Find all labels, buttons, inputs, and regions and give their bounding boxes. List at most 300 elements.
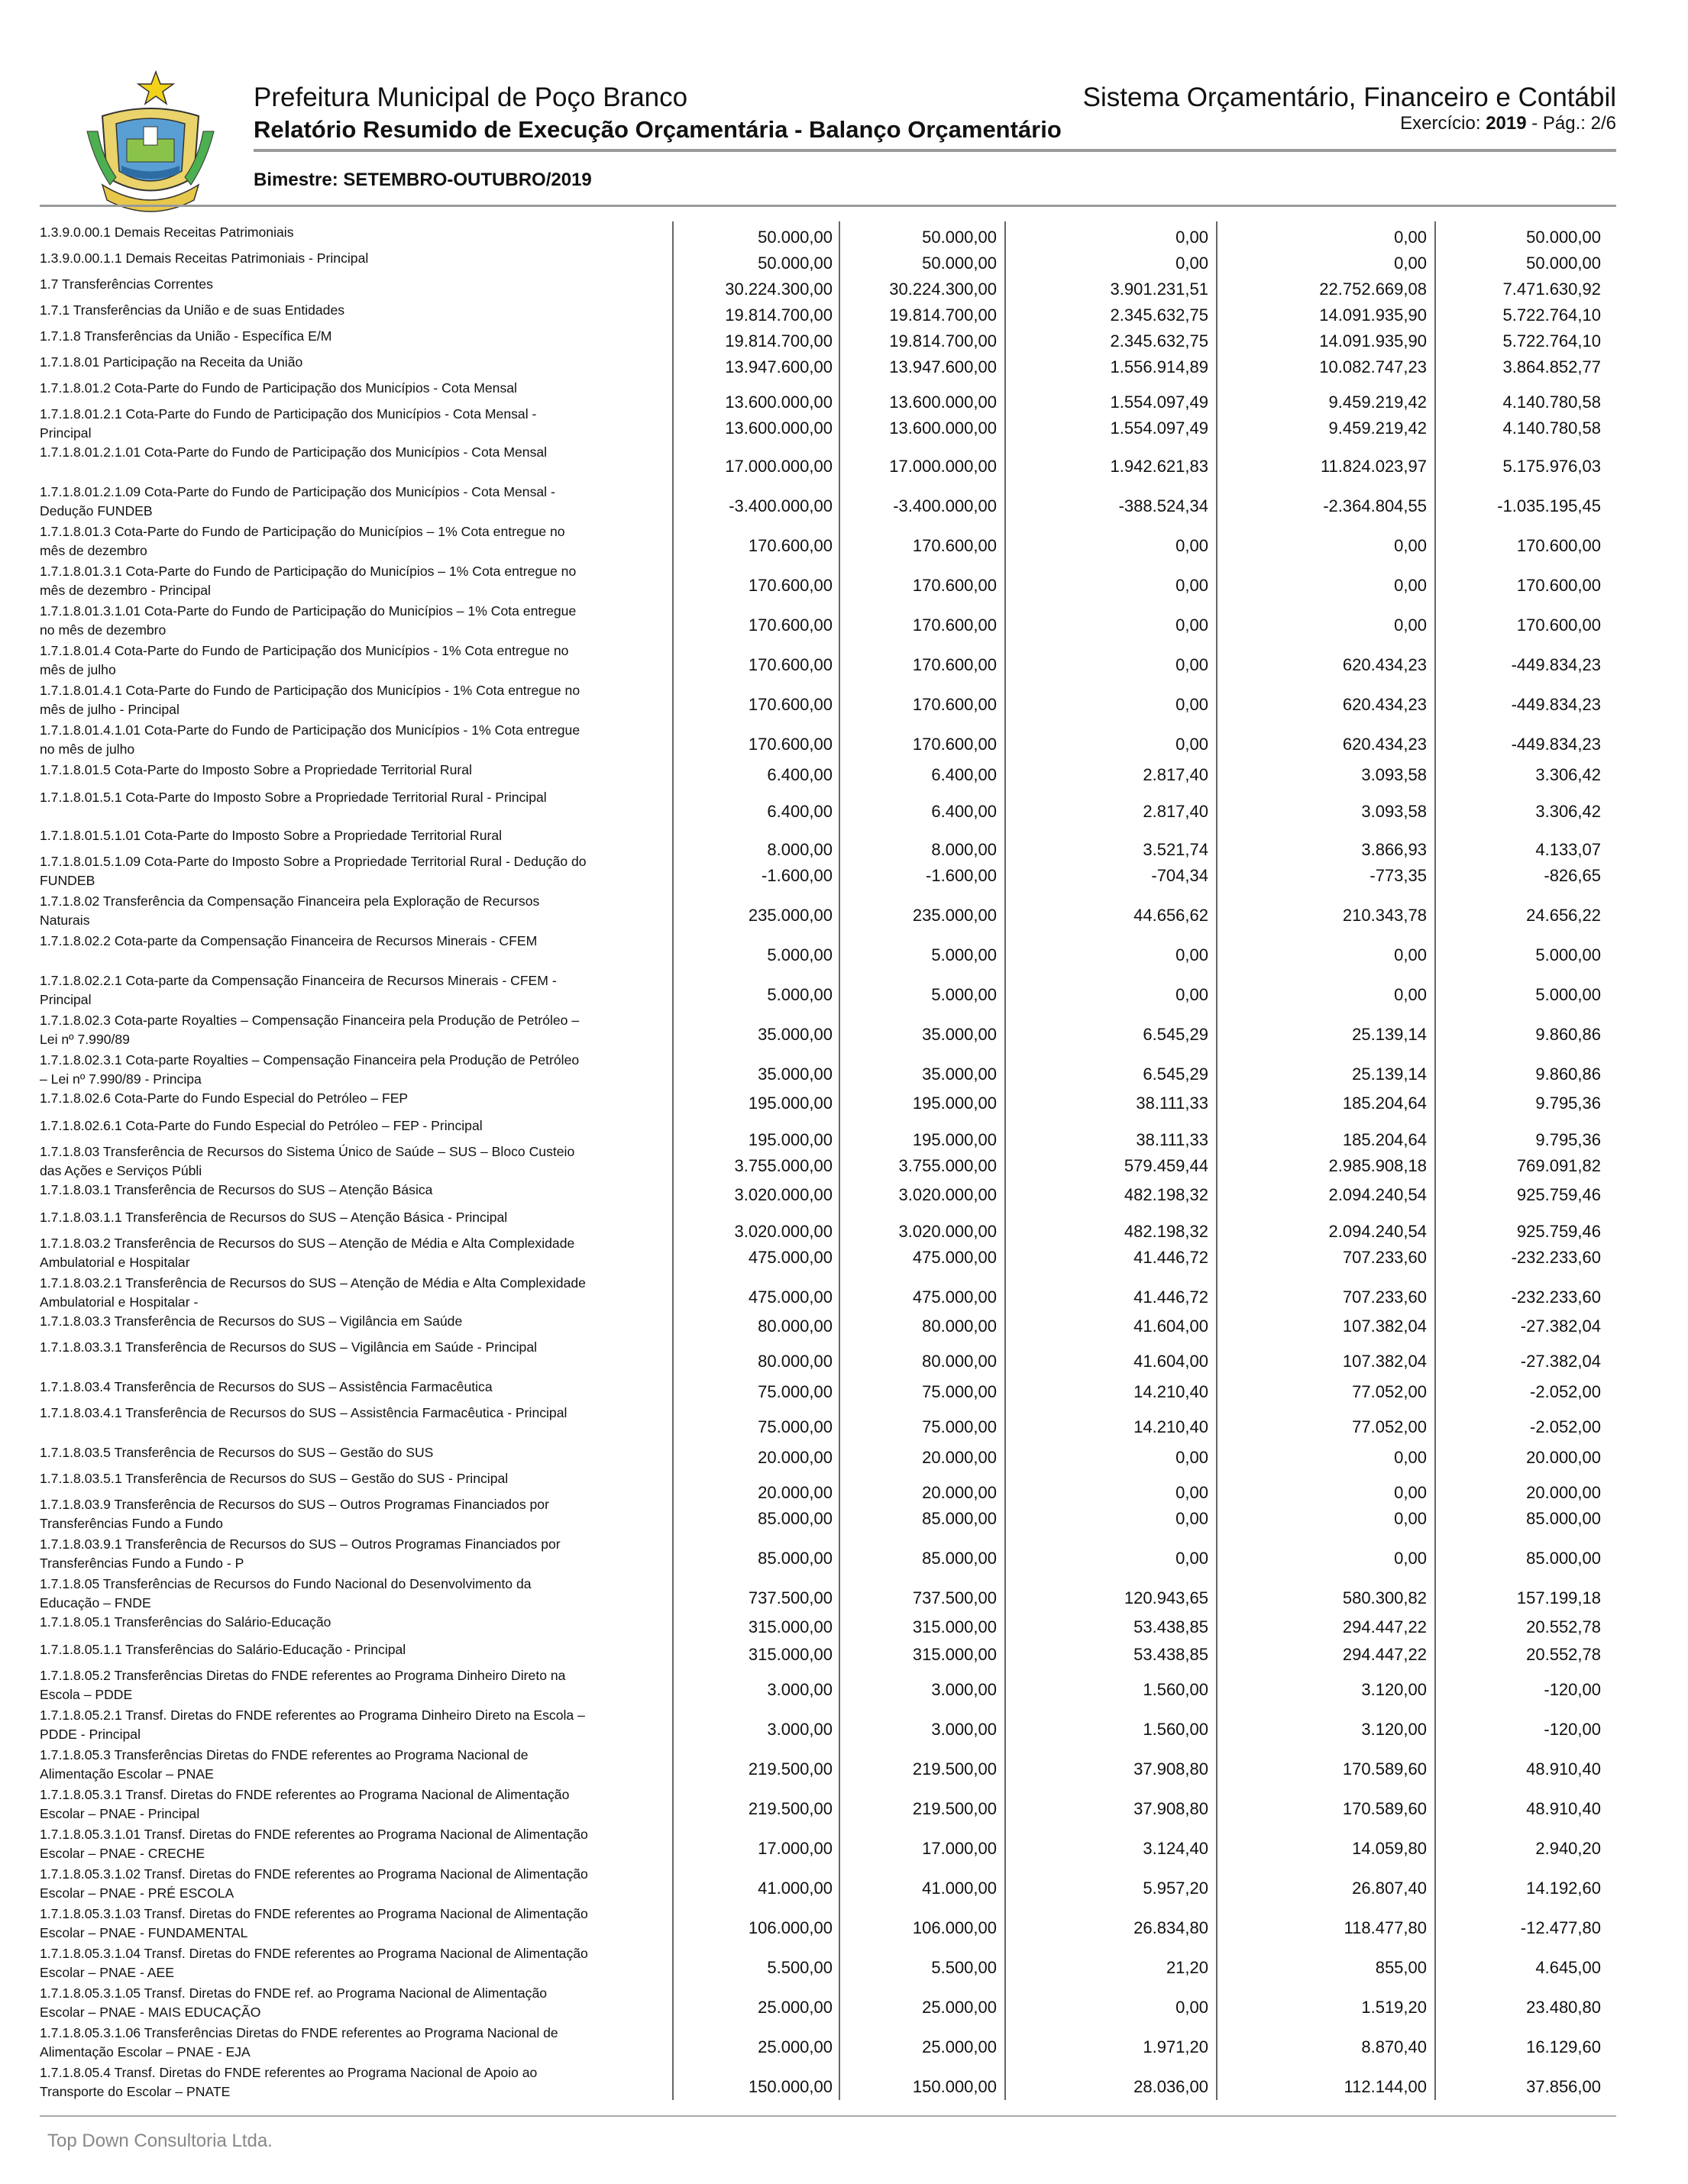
value-cell: 20.000,00: [922, 1448, 997, 1467]
value-cell: 737.500,00: [912, 1588, 997, 1607]
value-cell: 13.947.600,00: [889, 357, 997, 376]
value-cell: 737.500,00: [748, 1588, 833, 1607]
value-cell: 25.000,00: [758, 2037, 833, 2056]
account-description: 1.7.1.8.05.3.1.06 Transferências Diretas do FNDE referentes ao Programa Nacional de Alimentação Escolar – PNAE - EJA: [40, 2025, 558, 2060]
account-description: 1.7 Transferências Correntes: [40, 276, 213, 292]
value-cell: 0,00: [1175, 1509, 1208, 1528]
account-description: 1.7.1.8.02.3.1 Cota-parte Royalties – Compensação Financeira pela Produção de Petróleo – Lei nº 7.990/89 - Principa: [40, 1052, 580, 1087]
value-cell: 150.000,00: [748, 2077, 833, 2096]
value-cell: 315.000,00: [912, 1617, 997, 1636]
value-cell: 85.000,00: [922, 1549, 997, 1568]
value-cell: 20.552,78: [1526, 1645, 1601, 1664]
value-cell: 315.000,00: [912, 1645, 997, 1664]
value-cell: 0,00: [1175, 254, 1208, 273]
account-description: 1.7.1.8 Transferências da União - Específica E/M: [40, 328, 332, 344]
value-cell: 170.589,60: [1342, 1759, 1427, 1779]
account-description: 1.7.1.8.01.2.1.09 Cota-Parte do Fundo de Participação dos Municípios - Cota Mensal - Dedução FUNDEB: [40, 484, 555, 519]
value-cell: 170.600,00: [912, 615, 997, 635]
value-cell: 6.400,00: [931, 802, 997, 821]
value-cell: 9.459.219,42: [1328, 393, 1427, 412]
value-cell: 235.000,00: [912, 906, 997, 925]
value-cell: 170.600,00: [748, 536, 833, 555]
value-cell: 23.480,80: [1526, 1998, 1601, 2017]
value-cell: 769.091,82: [1516, 1156, 1601, 1175]
value-cell: 620.434,23: [1342, 655, 1427, 674]
value-cell: -2.052,00: [1530, 1417, 1601, 1436]
value-cell: 3.901.231,51: [1110, 279, 1208, 299]
value-cell: 13.600.000,00: [725, 393, 833, 412]
value-cell: 195.000,00: [748, 1130, 833, 1149]
value-cell: 1.554.097,49: [1110, 418, 1208, 438]
account-description: 1.7.1.8.03.3 Transferência de Recursos do SUS – Vigilância em Saúde: [40, 1313, 463, 1329]
column-divider: [1434, 221, 1436, 2100]
value-cell: 315.000,00: [748, 1617, 833, 1636]
value-cell: 106.000,00: [912, 1918, 997, 1937]
value-cell: 53.438,85: [1133, 1617, 1208, 1636]
value-cell: 17.000,00: [922, 1839, 997, 1858]
value-cell: 17.000,00: [758, 1839, 833, 1858]
value-cell: 9.795,36: [1535, 1130, 1601, 1149]
value-cell: 38.111,33: [1136, 1094, 1208, 1113]
exercise-info: [1400, 113, 1616, 134]
value-cell: 294.447,22: [1342, 1617, 1427, 1636]
value-cell: 4.140.780,58: [1502, 393, 1601, 412]
value-cell: 5.000,00: [767, 985, 833, 1004]
value-cell: 925.759,46: [1516, 1185, 1601, 1204]
value-cell: 0,00: [1175, 945, 1208, 964]
value-cell: 10.082.747,23: [1319, 357, 1427, 376]
value-cell: 35.000,00: [922, 1025, 997, 1044]
value-cell: 0,00: [1175, 1483, 1208, 1502]
value-cell: 195.000,00: [748, 1094, 833, 1113]
value-cell: 8.000,00: [931, 840, 997, 859]
value-cell: 80.000,00: [922, 1317, 997, 1336]
value-cell: 185.204,64: [1342, 1094, 1427, 1113]
account-description: 1.7.1.8.05.3.1.04 Transf. Diretas do FNDE referentes ao Programa Nacional de Alimentação Escolar – PNAE - AEE: [40, 1946, 588, 1980]
value-cell: 475.000,00: [912, 1287, 997, 1307]
value-cell: 85.000,00: [758, 1549, 833, 1568]
value-cell: 855,00: [1375, 1958, 1427, 1977]
value-cell: 0,00: [1175, 576, 1208, 595]
value-cell: 925.759,46: [1516, 1222, 1601, 1241]
account-description: 1.7.1.8.02 Transferência da Compensação Financeira pela Exploração de Recursos Naturais: [40, 893, 540, 928]
value-cell: 3.020.000,00: [898, 1185, 997, 1204]
value-cell: 112.144,00: [1344, 2077, 1427, 2096]
value-cell: -232.233,60: [1511, 1248, 1601, 1267]
account-description: 1.7.1.8.01 Participação na Receita da União: [40, 354, 303, 370]
value-cell: 2.940,20: [1535, 1839, 1601, 1858]
value-cell: 3.020.000,00: [734, 1185, 833, 1204]
value-cell: 19.814.700,00: [889, 305, 997, 325]
account-description: 1.7.1.8.03.1.1 Transferência de Recursos do SUS – Atenção Básica - Principal: [40, 1210, 508, 1225]
value-cell: 170.600,00: [1516, 615, 1601, 635]
value-cell: 3.000,00: [931, 1680, 997, 1699]
value-cell: 0,00: [1175, 1998, 1208, 2017]
column-divider: [672, 221, 674, 2100]
value-cell: -704,34: [1151, 866, 1208, 885]
page-separator: -: [1531, 113, 1538, 134]
value-cell: 26.807,40: [1352, 1879, 1427, 1898]
value-cell: 20.000,00: [1526, 1448, 1601, 1467]
value-cell: 118.477,80: [1344, 1918, 1427, 1937]
value-cell: 48.910,40: [1526, 1799, 1601, 1818]
value-cell: 5.000,00: [767, 945, 833, 964]
value-cell: -2.364.804,55: [1323, 496, 1427, 515]
value-cell: 25.139,14: [1352, 1025, 1427, 1044]
account-description: 1.7.1.8.01.3.1 Cota-Parte do Fundo de Participação do Municípios – 1% Cota entregue no mês de dezembro - Principal: [40, 564, 577, 598]
value-cell: 9.795,36: [1535, 1094, 1601, 1113]
value-cell: 17.000.000,00: [889, 457, 997, 476]
value-cell: 5.175.976,03: [1502, 457, 1601, 476]
value-cell: -1.600,00: [926, 866, 997, 885]
value-cell: 210.343,78: [1342, 906, 1427, 925]
value-cell: 50.000,00: [1526, 254, 1601, 273]
value-cell: 85.000,00: [1526, 1509, 1601, 1528]
value-cell: 1.519,20: [1361, 1998, 1427, 2017]
value-cell: 170.589,60: [1342, 1799, 1427, 1818]
value-cell: 20.552,78: [1526, 1617, 1601, 1636]
account-description: 1.7.1.8.05 Transferências de Recursos do Fundo Nacional do Desenvolvimento da Educação – FNDE: [40, 1576, 532, 1611]
value-cell: 13.600.000,00: [889, 418, 997, 438]
value-cell: 170.600,00: [748, 615, 833, 635]
value-cell: 170.600,00: [912, 536, 997, 555]
report-header: [0, 0, 1688, 199]
value-cell: 0,00: [1175, 695, 1208, 714]
value-cell: 4.645,00: [1535, 1958, 1601, 1977]
value-cell: 20.000,00: [1526, 1483, 1601, 1502]
value-cell: 219.500,00: [912, 1799, 997, 1818]
value-cell: 4.133,07: [1535, 840, 1601, 859]
account-description: 1.7.1.8.01.5.1.01 Cota-Parte do Imposto Sobre a Propriedade Territorial Rural: [40, 828, 503, 843]
column-divider: [1216, 221, 1217, 2100]
value-cell: 5.000,00: [1535, 945, 1601, 964]
value-cell: 5.500,00: [767, 1958, 833, 1977]
value-cell: -3.400.000,00: [729, 496, 833, 515]
value-cell: 75.000,00: [758, 1417, 833, 1436]
value-cell: 41.604,00: [1133, 1317, 1208, 1336]
account-description: 1.7.1.8.05.3.1.02 Transf. Diretas do FNDE referentes ao Programa Nacional de Alimentação Escolar – PNAE - PRÉ ESCOLA: [40, 1866, 588, 1901]
value-cell: 13.947.600,00: [725, 357, 833, 376]
value-cell: 3.120,00: [1361, 1680, 1427, 1699]
account-description: 1.7.1.8.01.3 Cota-Parte do Fundo de Participação do Municípios – 1% Cota entregue no mês de dezembro: [40, 524, 565, 558]
value-cell: 50.000,00: [758, 254, 833, 273]
value-cell: 80.000,00: [758, 1352, 833, 1371]
value-cell: 0,00: [1394, 1549, 1427, 1568]
value-cell: 80.000,00: [922, 1352, 997, 1371]
value-cell: 5.722.764,10: [1502, 305, 1601, 325]
account-description: 1.7.1.8.02.6.1 Cota-Parte do Fundo Especial do Petróleo – FEP - Principal: [40, 1118, 483, 1133]
header-rule: [254, 149, 1616, 152]
value-cell: 28.036,00: [1133, 2077, 1208, 2096]
value-cell: 41.000,00: [758, 1879, 833, 1898]
value-cell: 85.000,00: [758, 1509, 833, 1528]
value-cell: 0,00: [1175, 735, 1208, 754]
account-description: 1.7.1.8.02.3 Cota-parte Royalties – Compensação Financeira pela Produção de Petróleo – Lei nº 7.990/89: [40, 1013, 580, 1047]
value-cell: 5.000,00: [931, 945, 997, 964]
value-cell: -120,00: [1544, 1680, 1601, 1699]
value-cell: 14.210,40: [1133, 1382, 1208, 1401]
exercise-label: Exercício:: [1400, 113, 1481, 134]
value-cell: 170.600,00: [748, 576, 833, 595]
value-cell: 13.600.000,00: [889, 393, 997, 412]
value-cell: 50.000,00: [922, 228, 997, 247]
account-description: 1.7.1.8.03.3.1 Transferência de Recursos do SUS – Vigilância em Saúde - Principal: [40, 1339, 538, 1355]
value-cell: 9.860,86: [1535, 1025, 1601, 1044]
value-cell: 235.000,00: [748, 906, 833, 925]
account-description: 1.7.1.8.05.3.1.03 Transf. Diretas do FNDE referentes ao Programa Nacional de Alimentação Escolar – PNAE - FUNDAMENTAL: [40, 1906, 588, 1940]
account-description: 1.7.1.8.01.4.1.01 Cota-Parte do Fundo de Participação dos Municípios - 1% Cota entregue no mês de julho: [40, 722, 580, 757]
value-cell: 0,00: [1394, 945, 1427, 964]
value-cell: 19.814.700,00: [725, 331, 833, 351]
value-cell: -27.382,04: [1520, 1317, 1601, 1336]
value-cell: 219.500,00: [912, 1759, 997, 1779]
value-cell: 120.943,65: [1124, 1588, 1208, 1607]
account-description: 1.7.1.8.02.2 Cota-parte da Compensação Financeira de Recursos Minerais - CFEM: [40, 933, 538, 948]
value-cell: 13.600.000,00: [725, 418, 833, 438]
account-description: 1.7.1.8.03.2 Transferência de Recursos do SUS – Atenção de Média e Alta Complexidade Ambulatorial e Hospitalar: [40, 1236, 575, 1270]
value-cell: 2.345.632,75: [1110, 331, 1208, 351]
value-cell: 24.656,22: [1526, 906, 1601, 925]
value-cell: 41.604,00: [1133, 1352, 1208, 1371]
account-description: 1.7.1.8.03.9 Transferência de Recursos do SUS – Outros Programas Financiados por Transferências Fundo a Fundo: [40, 1497, 549, 1531]
value-cell: 7.471.630,92: [1502, 279, 1601, 299]
value-cell: 25.139,14: [1352, 1065, 1427, 1084]
value-cell: 475.000,00: [748, 1287, 833, 1307]
value-cell: 77.052,00: [1352, 1417, 1427, 1436]
footer-company: Top Down Consultoria Ltda.: [47, 2131, 273, 2151]
value-cell: 17.000.000,00: [725, 457, 833, 476]
value-cell: 3.020.000,00: [734, 1222, 833, 1241]
value-cell: 0,00: [1394, 576, 1427, 595]
value-cell: 1.971,20: [1143, 2037, 1208, 2056]
value-cell: -27.382,04: [1520, 1352, 1601, 1371]
value-cell: 0,00: [1175, 228, 1208, 247]
footer-rule: [40, 2115, 1616, 2117]
value-cell: 20.000,00: [922, 1483, 997, 1502]
account-description: 1.7.1.8.01.2 Cota-Parte do Fundo de Participação dos Municípios - Cota Mensal: [40, 380, 517, 396]
value-cell: 85.000,00: [1526, 1549, 1601, 1568]
value-cell: -12.477,80: [1520, 1918, 1601, 1937]
value-cell: 5.722.764,10: [1502, 331, 1601, 351]
value-cell: 75.000,00: [758, 1382, 833, 1401]
value-cell: 6.545,29: [1143, 1025, 1208, 1044]
value-cell: 170.600,00: [912, 695, 997, 714]
value-cell: 107.382,04: [1342, 1352, 1427, 1371]
account-description: 1.7.1.8.02.6 Cota-Parte do Fundo Especial do Petróleo – FEP: [40, 1090, 409, 1106]
value-cell: 3.093,58: [1361, 765, 1427, 784]
account-description: 1.3.9.0.00.1.1 Demais Receitas Patrimoniais - Principal: [40, 250, 369, 266]
value-cell: 219.500,00: [748, 1799, 833, 1818]
value-cell: 0,00: [1175, 1448, 1208, 1467]
value-cell: 2.094.240,54: [1328, 1222, 1427, 1241]
report-title: Relatório Resumido de Execução Orçamentária - Balanço Orçamentário: [254, 116, 1062, 143]
value-cell: 185.204,64: [1342, 1130, 1427, 1149]
value-cell: 0,00: [1175, 985, 1208, 1004]
value-cell: 219.500,00: [748, 1759, 833, 1779]
value-cell: -388.524,34: [1118, 496, 1208, 515]
value-cell: 53.438,85: [1133, 1645, 1208, 1664]
account-description: 1.7.1.8.01.2.1 Cota-Parte do Fundo de Participação dos Municípios - Cota Mensal - Principal: [40, 406, 537, 441]
value-cell: 30.224.300,00: [889, 279, 997, 299]
account-description: 1.7.1.8.05.3.1.05 Transf. Diretas do FNDE ref. ao Programa Nacional de Alimentação Escolar – PNAE - MAIS EDUCAÇÃO: [40, 1985, 548, 2020]
value-cell: 0,00: [1394, 1448, 1427, 1467]
value-cell: 0,00: [1394, 1483, 1427, 1502]
account-description: 1.7.1.8.01.3.1.01 Cota-Parte do Fundo de Participação do Municípios – 1% Cota entregue no mês de dezembro: [40, 603, 577, 638]
account-description: 1.3.9.0.00.1 Demais Receitas Patrimoniais: [40, 225, 294, 240]
value-cell: 294.447,22: [1342, 1645, 1427, 1664]
value-cell: -773,35: [1369, 866, 1427, 885]
value-cell: 3.306,42: [1535, 765, 1601, 784]
value-cell: 3.120,00: [1361, 1720, 1427, 1739]
page-number: Pág.: 2/6: [1542, 113, 1616, 134]
value-cell: 5.500,00: [931, 1958, 997, 1977]
table-top-rule: [40, 205, 1616, 207]
value-cell: 3.093,58: [1361, 802, 1427, 821]
value-cell: 50.000,00: [758, 228, 833, 247]
value-cell: -449.834,23: [1511, 655, 1601, 674]
value-cell: 0,00: [1394, 615, 1427, 635]
account-description: 1.7.1.8.03.9.1 Transferência de Recursos do SUS – Outros Programas Financiados por Transferências Fundo a Fundo - P: [40, 1536, 561, 1571]
value-cell: 3.020.000,00: [898, 1222, 997, 1241]
value-cell: 25.000,00: [922, 2037, 997, 2056]
account-description: 1.7.1.8.05.1.1 Transferências do Salário-Educação - Principal: [40, 1642, 406, 1657]
value-cell: 75.000,00: [922, 1382, 997, 1401]
value-cell: 80.000,00: [758, 1317, 833, 1336]
value-cell: 20.000,00: [758, 1448, 833, 1467]
value-cell: 37.856,00: [1526, 2077, 1601, 2096]
value-cell: 6.400,00: [767, 802, 833, 821]
value-cell: 170.600,00: [748, 655, 833, 674]
value-cell: 14.091.935,90: [1319, 305, 1427, 325]
value-cell: 0,00: [1394, 985, 1427, 1004]
value-cell: 475.000,00: [912, 1248, 997, 1267]
value-cell: 85.000,00: [922, 1509, 997, 1528]
value-cell: 6.400,00: [767, 765, 833, 784]
value-cell: 3.864.852,77: [1502, 357, 1601, 376]
value-cell: 1.560,00: [1143, 1720, 1208, 1739]
value-cell: 707.233,60: [1342, 1287, 1427, 1307]
value-cell: 8.000,00: [767, 840, 833, 859]
value-cell: 170.600,00: [1516, 576, 1601, 595]
value-cell: -2.052,00: [1530, 1382, 1601, 1401]
column-divider: [1004, 221, 1006, 2100]
value-cell: 1.554.097,49: [1110, 393, 1208, 412]
bimester-label: Bimestre: SETEMBRO-OUTUBRO/2019: [254, 170, 592, 190]
value-cell: 21,20: [1166, 1958, 1208, 1977]
value-cell: 37.908,80: [1133, 1799, 1208, 1818]
value-cell: 35.000,00: [922, 1065, 997, 1084]
account-description: 1.7.1 Transferências da União e de suas Entidades: [40, 302, 345, 318]
value-cell: 1.560,00: [1143, 1680, 1208, 1699]
value-cell: 35.000,00: [758, 1025, 833, 1044]
value-cell: 170.600,00: [748, 695, 833, 714]
value-cell: -3.400.000,00: [893, 496, 997, 515]
value-cell: 3.521,74: [1143, 840, 1208, 859]
value-cell: 14.091.935,90: [1319, 331, 1427, 351]
value-cell: 6.400,00: [931, 765, 997, 784]
value-cell: 2.094.240,54: [1328, 1185, 1427, 1204]
value-cell: 170.600,00: [912, 576, 997, 595]
value-cell: 1.556.914,89: [1110, 357, 1208, 376]
value-cell: 75.000,00: [922, 1417, 997, 1436]
account-description: 1.7.1.8.03.4.1 Transferência de Recursos do SUS – Assistência Farmacêutica - Principal: [40, 1405, 568, 1420]
value-cell: 37.908,80: [1133, 1759, 1208, 1779]
value-cell: 14.210,40: [1133, 1417, 1208, 1436]
value-cell: 38.111,33: [1136, 1130, 1208, 1149]
value-cell: 19.814.700,00: [889, 331, 997, 351]
value-cell: 482.198,32: [1124, 1222, 1208, 1241]
system-name: Sistema Orçamentário, Financeiro e Contábil: [1082, 82, 1616, 112]
account-description: 1.7.1.8.03.1 Transferência de Recursos do SUS – Atenção Básica: [40, 1182, 433, 1197]
value-cell: -1.600,00: [762, 866, 833, 885]
value-cell: 0,00: [1175, 615, 1208, 635]
value-cell: 3.000,00: [767, 1680, 833, 1699]
value-cell: 9.459.219,42: [1328, 418, 1427, 438]
municipality-name: Prefeitura Municipal de Poço Branco: [254, 82, 688, 112]
value-cell: 1.942.621,83: [1110, 457, 1208, 476]
value-cell: 579.459,44: [1124, 1156, 1208, 1175]
value-cell: 41.446,72: [1133, 1248, 1208, 1267]
value-cell: -120,00: [1544, 1720, 1601, 1739]
value-cell: 620.434,23: [1342, 695, 1427, 714]
value-cell: 2.985.908,18: [1328, 1156, 1427, 1175]
value-cell: 26.834,80: [1133, 1918, 1208, 1937]
account-description: 1.7.1.8.02.2.1 Cota-parte da Compensação Financeira de Recursos Minerais - CFEM - Principal: [40, 973, 557, 1007]
value-cell: 2.817,40: [1143, 765, 1208, 784]
account-description: 1.7.1.8.05.4 Transf. Diretas do FNDE referentes ao Programa Nacional de Apoio ao Transporte do Escolar – PNATE: [40, 2065, 538, 2099]
value-cell: -449.834,23: [1511, 735, 1601, 754]
column-divider: [839, 221, 840, 2100]
value-cell: 315.000,00: [748, 1645, 833, 1664]
value-cell: 41.000,00: [922, 1879, 997, 1898]
account-description: 1.7.1.8.05.2.1 Transf. Diretas do FNDE referentes ao Programa Dinheiro Direto na Escola – PDDE - Principal: [40, 1707, 585, 1742]
value-cell: 3.866,93: [1361, 840, 1427, 859]
value-cell: 14.059,80: [1352, 1839, 1427, 1858]
account-description: 1.7.1.8.01.5.1 Cota-Parte do Imposto Sobre a Propriedade Territorial Rural - Principal: [40, 790, 547, 805]
value-cell: 482.198,32: [1124, 1185, 1208, 1204]
account-description: 1.7.1.8.05.3.1 Transf. Diretas do FNDE referentes ao Programa Nacional de Alimentação Escolar – PNAE - Principal: [40, 1787, 570, 1821]
value-cell: -449.834,23: [1511, 695, 1601, 714]
value-cell: 170.600,00: [912, 735, 997, 754]
account-description: 1.7.1.8.01.5.1.09 Cota-Parte do Imposto Sobre a Propriedade Territorial Rural - Dedução do FUNDEB: [40, 854, 587, 888]
account-description: 1.7.1.8.01.2.1.01 Cota-Parte do Fundo de Participação dos Municípios - Cota Mensal: [40, 444, 548, 460]
value-cell: 25.000,00: [922, 1998, 997, 2017]
value-cell: 0,00: [1394, 536, 1427, 555]
value-cell: 50.000,00: [1526, 228, 1601, 247]
value-cell: 170.600,00: [1516, 536, 1601, 555]
value-cell: 4.140.780,58: [1502, 418, 1601, 438]
value-cell: 5.000,00: [1535, 985, 1601, 1004]
value-cell: 25.000,00: [758, 1998, 833, 2017]
value-cell: 6.545,29: [1143, 1065, 1208, 1084]
value-cell: 11.824.023,97: [1320, 457, 1427, 476]
value-cell: 707.233,60: [1342, 1248, 1427, 1267]
account-description: 1.7.1.8.05.2 Transferências Diretas do FNDE referentes ao Programa Dinheiro Direto na Escola – PDDE: [40, 1668, 566, 1702]
value-cell: 3.000,00: [767, 1720, 833, 1739]
value-cell: 0,00: [1175, 655, 1208, 674]
account-description: 1.7.1.8.05.3.1.01 Transf. Diretas do FNDE referentes ao Programa Nacional de Alimentação Escolar – PNAE - CRECHE: [40, 1827, 588, 1861]
value-cell: 475.000,00: [748, 1248, 833, 1267]
value-cell: 3.306,42: [1535, 802, 1601, 821]
value-cell: 50.000,00: [922, 254, 997, 273]
value-cell: 8.870,40: [1361, 2037, 1427, 2056]
account-description: 1.7.1.8.01.4.1 Cota-Parte do Fundo de Participação dos Municípios - 1% Cota entregue no mês de julho - Principal: [40, 683, 580, 717]
value-cell: 2.345.632,75: [1110, 305, 1208, 325]
value-cell: 19.814.700,00: [725, 305, 833, 325]
account-description: 1.7.1.8.03.4 Transferência de Recursos do SUS – Assistência Farmacêutica: [40, 1379, 493, 1394]
value-cell: -1.035.195,45: [1497, 496, 1601, 515]
value-cell: 30.224.300,00: [725, 279, 833, 299]
